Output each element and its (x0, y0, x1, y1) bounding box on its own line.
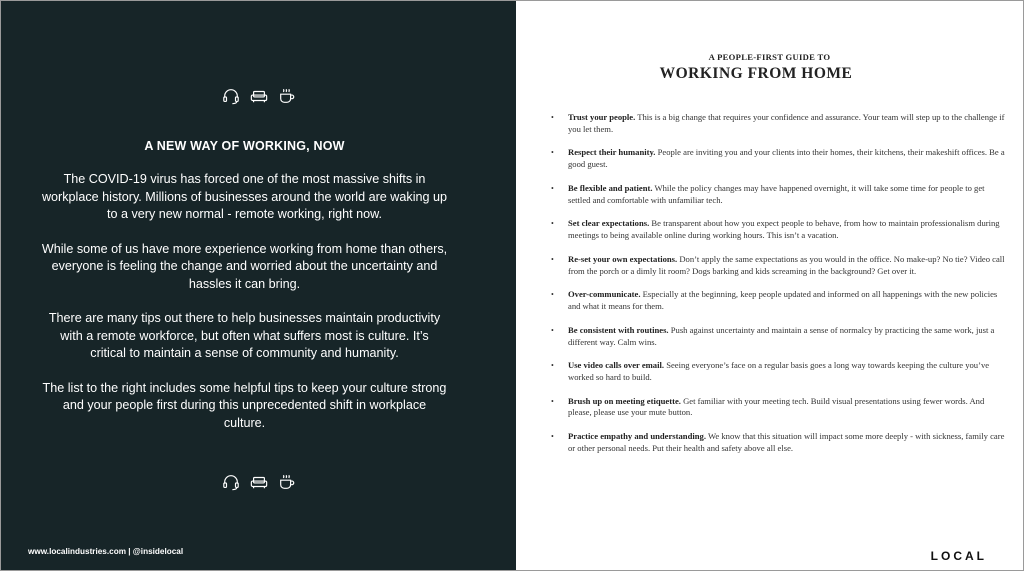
tip-text: Especially at the beginning, keep people updated and informed on all happenings with the new policies and what it means for them. (568, 289, 998, 312)
tip-text: Be transparent about how you expect people to behave, from how to maintain professionalism during meetings to being available online during working hours. This isn’t a vacation. (568, 218, 1000, 241)
tip-item (551, 112, 1006, 135)
tip-text: We know that this situation will impact some more deeply - with sickness, family care or other personal needs. Put their health and safety above all else. (568, 431, 1005, 453)
tip-item (551, 218, 1006, 241)
tip-title: Trust your people. (568, 112, 636, 122)
tip-title: Respect their humanity. (568, 147, 656, 158)
coffee-cup-icon (278, 87, 296, 110)
tip-text: People are inviting you and your clients into their homes, their kitchens, their makeshift offices. Be a good guest. (568, 147, 1005, 170)
bullet-icon: • (551, 113, 554, 122)
tip-item (551, 396, 1006, 419)
tips-list (551, 112, 1006, 467)
intro-text (41, 171, 448, 449)
tip-item (551, 254, 1006, 277)
tip-item (551, 360, 1006, 383)
guide-kicker: A PEOPLE-FIRST GUIDE TO (708, 52, 831, 62)
intro-paragraph: The list to the right includes some helpful tips to keep your culture strong and your people first during this unprecedented shift in workplace culture. (42, 380, 447, 430)
local-logo: LOCAL (930, 549, 987, 563)
tip-item (551, 289, 1006, 312)
tip-title: Be flexible and patient. (568, 182, 653, 193)
tip-title: Set clear expectations. (568, 218, 650, 229)
sofa-icon (250, 87, 268, 110)
bullet-icon: • (551, 219, 554, 229)
tip-text: While the policy changes may have happened overnight, it will take some time for people to get settled and comfortable with unfamiliar tech. (568, 182, 985, 205)
bullet-icon: • (551, 396, 554, 406)
guide-panel (516, 1, 1023, 570)
tip-title: Re-set your own expectations. (568, 253, 678, 264)
tip-text: Get familiar with your meeting tech. Build visual presentations using fewer words. And please, please use your mute button. (568, 395, 985, 418)
bullet-icon: • (551, 183, 554, 193)
guide-title: WORKING FROM HOME (659, 65, 853, 82)
tip-item (551, 325, 1006, 348)
intro-paragraph: The COVID-19 virus has forced one of the most massive shifts in workplace history. Millions of businesses around the world are waking up to a very new normal - remote working, right now. (41, 172, 448, 221)
footer-links: www.localindustries.com | @insidelocal (28, 547, 184, 556)
headset-icon (222, 87, 240, 110)
tip-text: Don’t apply the same expectations as you would in the office. No make-up? No tie? Video call from the porch or a dimly lit room? Dogs barking and kids screaming in the background? Get over it. (568, 253, 1005, 276)
tip-text: This is a big change that requires your confidence and assurance. Your team will step up to the challenge if you let them. (568, 112, 1005, 134)
intro-paragraph: While some of us have more experience working from home than others, everyone is feeling the change and worried about the uncertainty and hassles it can bring. (41, 241, 448, 291)
icon-row-top (1, 87, 516, 110)
section-heading: A NEW WAY OF WORKING, NOW (144, 139, 345, 153)
tip-item (551, 147, 1006, 170)
tip-title: Be consistent with routines. (568, 324, 669, 335)
tip-title: Brush up on meeting etiquette. (568, 395, 681, 406)
bullet-icon: • (551, 325, 554, 335)
bullet-icon: • (551, 254, 554, 264)
tip-item (551, 183, 1006, 206)
icon-row-bottom (1, 473, 516, 496)
tip-text: Push against uncertainty and maintain a sense of normalcy by practicing the same work, just a different way. Calm wins. (568, 324, 995, 347)
intro-panel (1, 1, 516, 570)
bullet-icon: • (551, 290, 554, 300)
coffee-cup-icon (278, 473, 296, 496)
tip-title: Use video calls over email. (568, 360, 665, 371)
tip-item (551, 431, 1006, 454)
sofa-icon (250, 473, 268, 496)
tip-title: Over-communicate. (568, 289, 641, 300)
headset-icon (222, 473, 240, 496)
tip-text: Seeing everyone’s face on a regular basis goes a long way towards keeping the culture you’ve worked so hard to build. (568, 360, 990, 382)
bullet-icon: • (551, 361, 554, 371)
tip-title: Practice empathy and understanding. (568, 431, 706, 442)
bullet-icon: • (551, 432, 554, 442)
bullet-icon: • (551, 148, 554, 158)
intro-paragraph: There are many tips out there to help businesses maintain productivity with a remote workforce, but often what suffers most is culture. It’s critical to maintain a sense of community and humanity. (48, 311, 441, 360)
